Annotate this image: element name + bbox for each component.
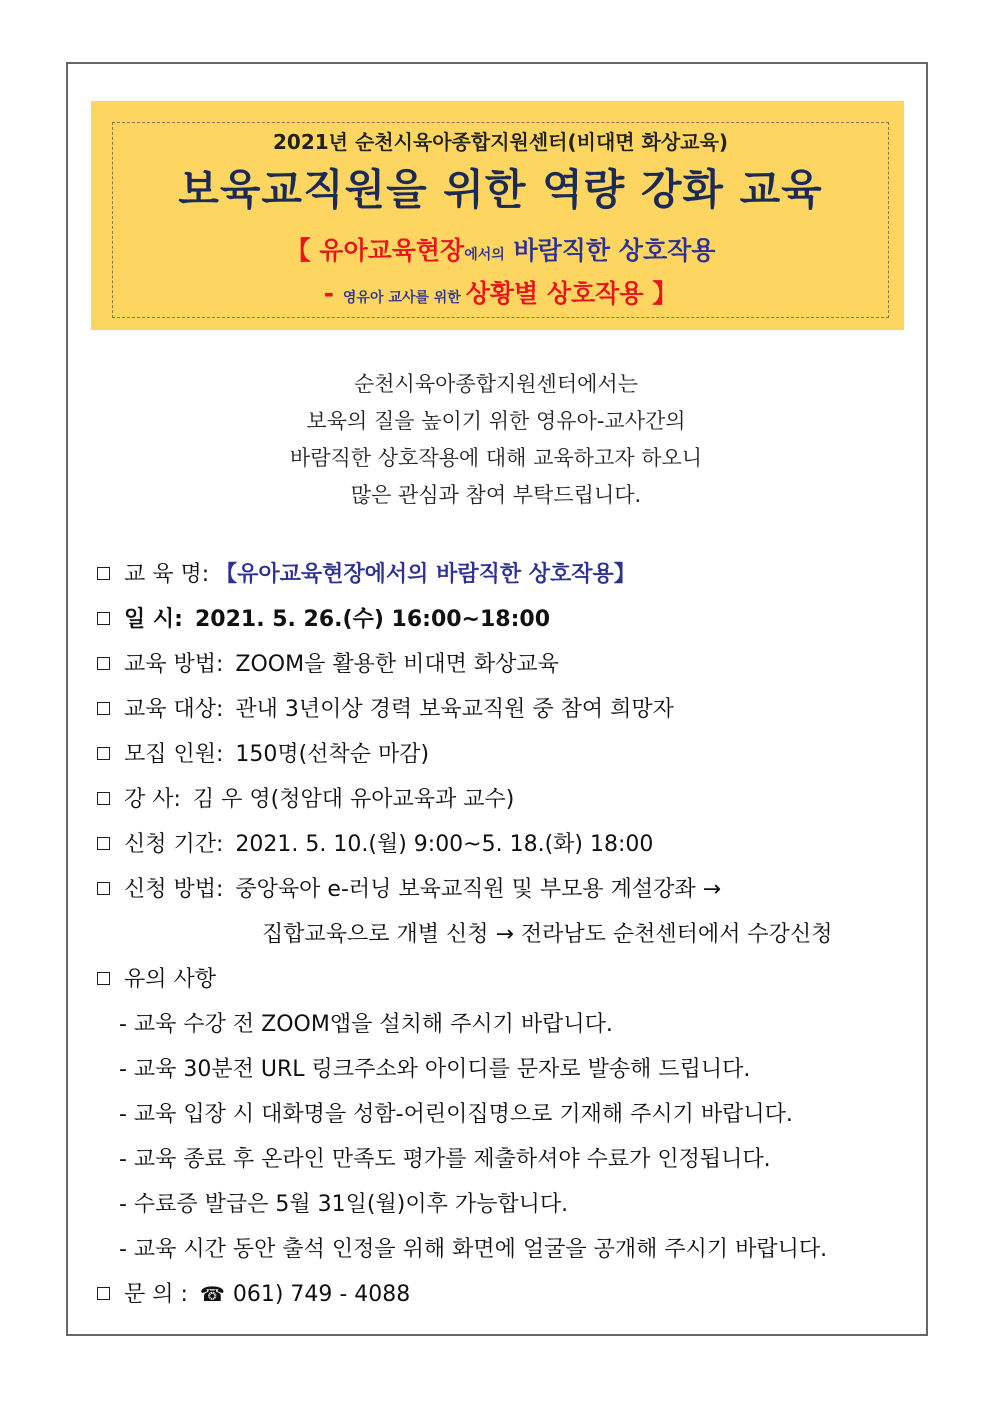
info-row-apply: [97, 867, 917, 912]
note-item: - 교육 30분전 URL 링크주소와 아이디를 문자로 발송해 드립니다.: [119, 1057, 751, 1082]
info-row-lecturer: [97, 777, 917, 822]
banner-subtopic: [113, 274, 888, 310]
note-item: - 교육 수강 전 ZOOM앱을 설치해 주시기 바랍니다.: [119, 1012, 613, 1037]
note-item: - 수료증 발급은 5월 31일(월)이후 가능합니다.: [119, 1192, 569, 1217]
note-item: - 교육 입장 시 대화명을 성함-어린이집명으로 기재해 주시기 바랍니다.: [119, 1102, 793, 1127]
info-value: 중앙육아 e-러닝 보육교직원 및 부모용 계설강좌 →: [235, 877, 722, 902]
checkbox-icon: [97, 702, 110, 715]
topic-small-text: 에서의: [464, 247, 505, 263]
checkbox-icon: [97, 612, 110, 625]
subtopic-small-text: 영유아 교사를 위한: [342, 290, 466, 306]
intro-line: 순천시육아종합지원센터에서는: [353, 372, 638, 396]
info-label: 문 의 :: [124, 1282, 188, 1307]
info-label: 교육 대상:: [124, 697, 224, 722]
phone-icon: ☎: [199, 1282, 225, 1306]
banner-topic: [113, 231, 888, 267]
info-row-recruit: [97, 732, 917, 777]
open-bracket: 【 유아교육현장: [285, 236, 465, 265]
intro-line: 많은 관심과 참여 부탁드립니다.: [350, 483, 642, 507]
info-row-date: [97, 597, 917, 642]
info-label: 교육 방법:: [124, 652, 224, 677]
info-label: 모집 인원:: [124, 742, 224, 767]
info-row-name: [97, 552, 917, 597]
intro-line: 바람직한 상호작용에 대해 교육하고자 하오니: [289, 446, 703, 470]
intro-paragraph: [0, 366, 992, 514]
info-value: 【유아교육현장에서의 바람직한 상호작용】: [215, 562, 636, 587]
info-label: 신청 방법:: [124, 877, 224, 902]
close-bracket: 】: [643, 279, 678, 308]
info-row-method: [97, 642, 917, 687]
info-value: 2021. 5. 10.(월) 9:00~5. 18.(화) 18:00: [235, 832, 654, 857]
info-row-target: [97, 687, 917, 732]
info-value: 집합교육으로 개별 신청 → 전라남도 순천센터에서 수강신청: [262, 922, 833, 947]
intro-line: 보육의 질을 높이기 위한 영유아-교사간의: [306, 409, 686, 433]
banner-dashed-border: [112, 122, 889, 318]
info-label: 유의 사항: [124, 967, 217, 992]
checkbox-icon: [97, 657, 110, 670]
info-value: 150명(선착순 마감): [235, 742, 430, 767]
info-value: 2021. 5. 26.(수) 16:00~18:00: [194, 607, 551, 632]
info-value: ZOOM을 활용한 비대면 화상교육: [235, 652, 559, 677]
info-label: 일 시:: [124, 607, 183, 632]
checkbox-icon: [97, 792, 110, 805]
info-label: 교 육 명:: [124, 562, 210, 587]
topic-rest: 바람직한 상호작용: [504, 236, 716, 265]
info-value: 김 우 영(청암대 유아교육과 교수): [192, 787, 515, 812]
info-row-notes: [97, 957, 917, 1002]
page-title: 보육교직원을 위한 역량 강화 교육: [178, 165, 823, 214]
title-banner: [91, 101, 904, 330]
checkbox-icon: [97, 972, 110, 985]
subtopic-highlight: 상황별 상호작용: [465, 279, 644, 308]
checkbox-icon: [97, 747, 110, 760]
checkbox-icon: [97, 1287, 110, 1300]
checkbox-icon: [97, 567, 110, 580]
info-label: 신청 기간:: [124, 832, 224, 857]
checkbox-icon: [97, 882, 110, 895]
note-item: - 교육 종료 후 온라인 만족도 평가를 제출하셔야 수료가 인정됩니다.: [119, 1147, 771, 1172]
info-value: 관내 3년이상 경력 보육교직원 중 참여 희망자: [235, 697, 674, 722]
banner-subtitle: 2021년 순천시육아종합지원센터(비대면 화상교육): [273, 130, 728, 154]
info-label: 강 사:: [124, 787, 181, 812]
note-item: - 교육 시간 동안 출석 인정을 위해 화면에 얼굴을 공개해 주시기 바랍니다.: [119, 1237, 828, 1262]
checkbox-icon: [97, 837, 110, 850]
info-row-contact: [97, 1272, 917, 1317]
info-row-period: [97, 822, 917, 867]
info-row-apply-continued: [97, 912, 917, 957]
contact-number: 061) 749 - 4088: [232, 1282, 411, 1307]
info-list: [97, 552, 917, 1317]
subtopic-dash: -: [323, 279, 343, 308]
